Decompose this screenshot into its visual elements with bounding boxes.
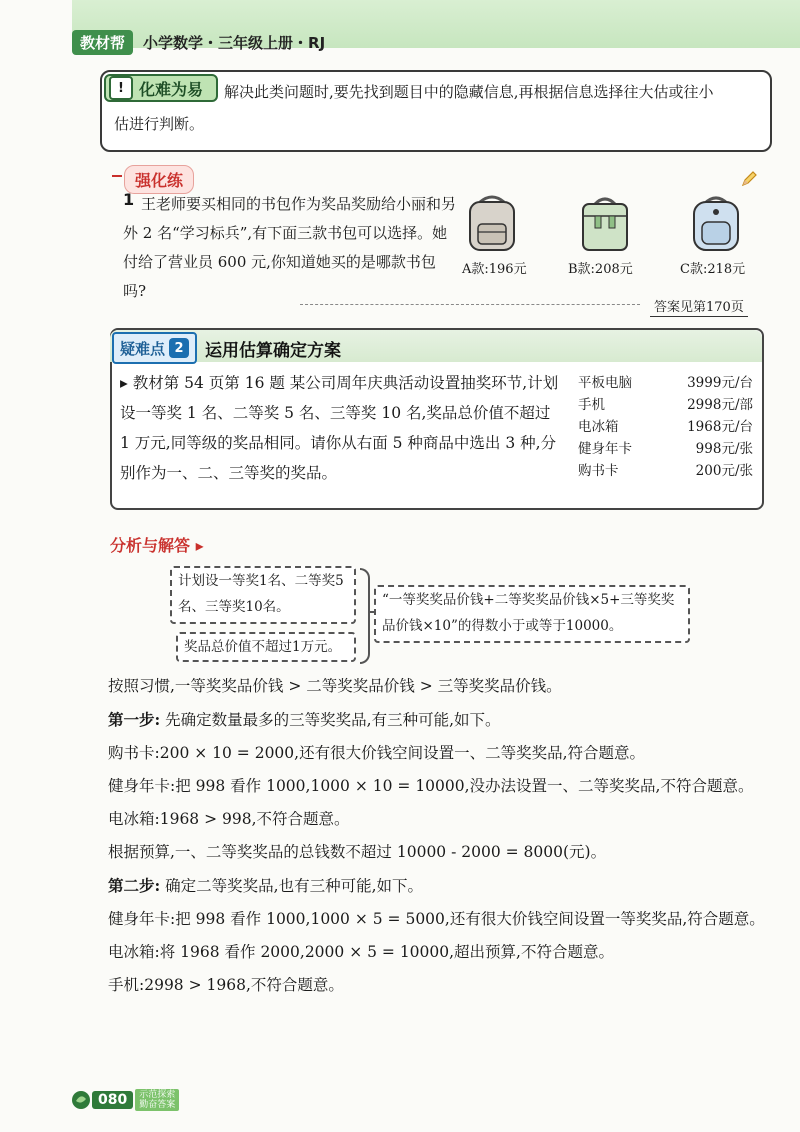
header-title: 小学数学・三年级上册・RJ [143,33,326,52]
difficulty-tag-label: 疑难点 [120,339,166,358]
price-row [578,438,753,460]
analysis-heading-text: 分析与解答 [110,536,191,555]
answer-reference: 答案见第170页 [650,296,748,317]
bag-b-label: B款:208元 [568,262,633,277]
solution-line: 电冰箱:将 1968 看作 2000,2000 × 5 = 10000,超出预算,不符合题意。 [108,943,614,961]
footer-tag-line: 勤奋答案 [139,1100,176,1110]
price-value: 3999元/台 [687,375,753,391]
solution-line [108,869,768,903]
difficulty-tag-number: 2 [169,338,189,358]
price-row [578,460,753,482]
leaf-icon [70,1089,92,1111]
backpack-c-icon [686,192,746,254]
price-list [578,372,753,482]
price-item: 电冰箱 [578,419,619,435]
step-text: 确定二等奖奖品,也有三种可能,如下。 [165,877,424,895]
condition-box-2: 奖品总价值不超过1万元。 [176,632,356,662]
price-value: 2998元/部 [687,397,753,413]
practice-text: 王老师要买相同的书包作为奖品奖励给小丽和另外 2 名“学习标兵”,有下面三款书包可以选择。她付给了营业员 600 元,你知道她买的是哪款书包吗? [123,195,457,300]
difficulty-title: 运用估算确定方案 [205,341,341,361]
price-row [578,394,753,416]
solution-line: 购书卡:200 × 10 = 2000,还有很大价钱空间设置一、二等奖奖品,符合题意。 [108,744,646,762]
price-value: 200元/张 [695,463,753,479]
answer-divider [300,304,640,305]
difficulty-problem: ▸ 教材第 54 页第 16 题 某公司周年庆典活动设置抽奖环节,计划设一等奖 1 名、二等奖 5 名、三等奖 10 名,奖品总价值不超过 1 万元,同等级的奖品相同。请你从右面 5 种商品中选出 3 种,分别作为一、二、三等奖的奖品。 [120,374,559,482]
page-header [72,30,325,54]
solution-line: 健身年卡:把 998 看作 1000,1000 × 5 = 5000,还有很大价钱空间设置一等奖奖品,符合题意。 [108,910,765,928]
backpack-b-icon [575,192,635,254]
practice-badge: 强化练 [124,165,194,194]
analysis-heading: 分析与解答 ▸ [110,536,204,555]
solution-line [108,703,768,737]
solution-text [108,670,768,1002]
price-value: 1968元/台 [687,419,753,435]
pencil-icon [740,170,758,188]
condition-box-1: 计划设一等奖1名、二等奖5名、三等奖10名。 [170,566,356,624]
step-label: 第一步: [108,710,161,729]
solution-line: 按照习惯,一等奖奖品价钱 > 二等奖奖品价钱 > 三等奖奖品价钱。 [108,677,562,695]
conclusion-box: “一等奖奖品价钱+二等奖奖品价钱×5+三等奖奖品价钱×10”的得数小于或等于10000。 [374,585,690,643]
solution-line: 电冰箱:1968 > 998,不符合题意。 [108,810,350,828]
practice-dash [112,175,122,177]
brace-connector [360,568,370,664]
price-item: 手机 [578,397,605,413]
tip-text-continued: 估进行判断。 [114,115,205,133]
step-text: 先确定数量最多的三等奖奖品,有三种可能,如下。 [165,711,501,729]
footer-tag-line: 示范探索 [139,1090,176,1100]
solution-line: 手机:2998 > 1968,不符合题意。 [108,976,344,994]
tip-title: 化难为易 [139,79,204,99]
page-number: 080 [92,1091,133,1109]
price-row [578,372,753,394]
price-item: 购书卡 [578,463,619,479]
solution-line: 健身年卡:把 998 看作 1000,1000 × 10 = 10000,没办法设置一、二等奖奖品,不符合题意。 [108,777,754,795]
difficulty-tag [112,332,197,364]
bag-c-label: C款:218元 [680,262,746,277]
price-item: 健身年卡 [578,441,632,457]
backpack-a-icon [462,192,522,254]
solution-line: 根据预算,一、二等奖奖品的总钱数不超过 10000 - 2000 = 8000(元)。 [108,843,607,861]
page-number-badge [70,1089,179,1111]
step-label: 第二步: [108,876,161,895]
price-item: 平板电脑 [578,375,632,391]
footer-tag [135,1089,179,1111]
bag-a-label: A款:196元 [462,262,527,277]
price-value: 998元/张 [695,441,753,457]
price-row [578,416,753,438]
exclamation-icon: ! [109,76,133,100]
tip-text: 解决此类问题时,要先找到题目中的隐藏信息,再根据信息选择往大估或往小 [224,83,714,101]
brand-badge: 教材帮 [72,30,133,55]
practice-number: 1 [123,190,135,209]
tip-label [104,74,218,102]
